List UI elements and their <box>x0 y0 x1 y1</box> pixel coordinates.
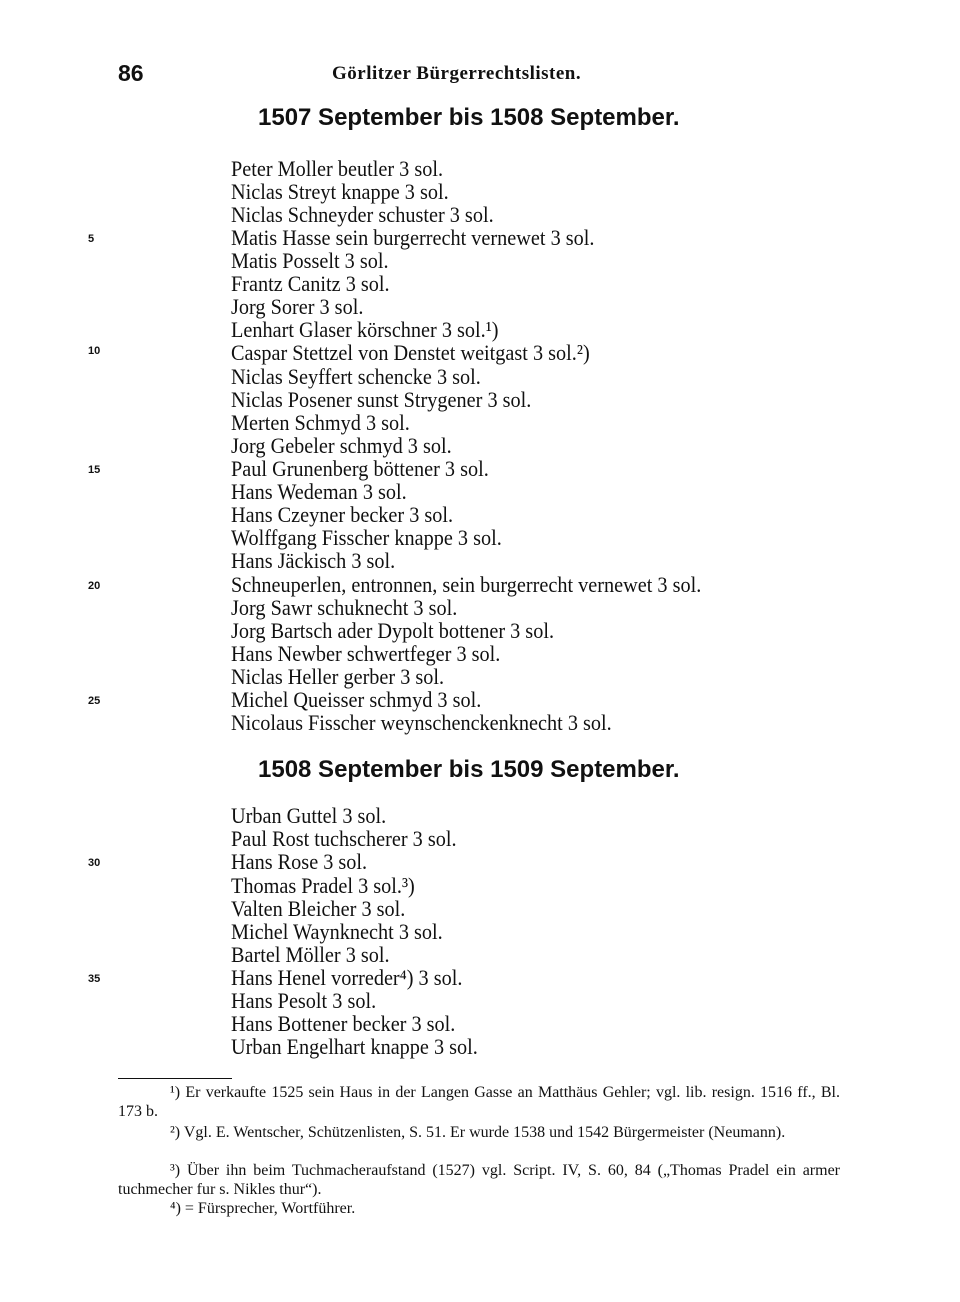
page-number: 86 <box>118 60 144 86</box>
list-item: Bartel Möller 3 sol. <box>231 942 390 967</box>
footnote-4 <box>118 1200 840 1219</box>
list-item: Hans Rose 3 sol. <box>231 849 368 874</box>
footnote-1 <box>118 1084 840 1121</box>
list-item: Matis Hasse sein burgerrecht vernewet 3 sol. <box>231 225 595 250</box>
footnote-text: Vgl. E. Wentscher, Schützenlisten, S. 51. Er wurde 1538 und 1542 Bürgermeister (Neumann). <box>183 1124 786 1141</box>
line-number: 30 <box>88 857 101 869</box>
list-item: Jorg Sorer 3 sol. <box>231 294 364 319</box>
footnote-text: Er verkaufte 1525 sein Haus in der Langen Gasse an Matthäus Gehler; vgl. lib. resign. 1516 ff., Bl. 173 b. <box>118 1084 840 1120</box>
footnote-mark: ⁴) <box>170 1200 181 1217</box>
list-item: Niclas Heller gerber 3 sol. <box>231 664 445 689</box>
footnote-text: Über ihn beim Tuchmacheraufstand (1527) vgl. Script. IV, S. 60, 84 („Thomas Pradel ein armer tuchmecher fur s. Nikles thur“). <box>118 1162 841 1198</box>
list-item: Urban Guttel 3 sol. <box>231 803 387 828</box>
footnote-mark: ³) <box>170 1162 181 1179</box>
footnote-text: = Fürsprecher, Wortführer. <box>184 1200 356 1217</box>
line-number: 5 <box>88 233 95 245</box>
section-title: 1508 September bis 1509 September. <box>258 756 680 783</box>
list-item: Hans Jäckisch 3 sol. <box>231 548 396 573</box>
list-item: Jorg Bartsch ader Dypolt bottener 3 sol. <box>231 618 555 643</box>
list-item: Hans Bottener becker 3 sol. <box>231 1011 456 1036</box>
list-item: Paul Rost tuchscherer 3 sol. <box>231 826 457 851</box>
list-item: Jorg Gebeler schmyd 3 sol. <box>231 433 452 458</box>
line-number: 20 <box>88 580 101 592</box>
list-item: Matis Posselt 3 sol. <box>231 248 389 273</box>
footnote-mark: ¹) <box>170 1084 181 1101</box>
list-item: Michel Waynknecht 3 sol. <box>231 919 443 944</box>
footnote-2 <box>118 1124 840 1143</box>
list-item: Paul Grunenberg böttener 3 sol. <box>231 456 489 481</box>
list-item: Hans Pesolt 3 sol. <box>231 988 377 1013</box>
list-item: Niclas Streyt knappe 3 sol. <box>231 179 449 204</box>
list-item: Wolffgang Fisscher knappe 3 sol. <box>231 525 502 550</box>
list-item: Hans Czeyner becker 3 sol. <box>231 502 454 527</box>
list-item: Hans Newber schwertfeger 3 sol. <box>231 641 501 666</box>
footnote-divider <box>118 1078 232 1079</box>
list-item: Valten Bleicher 3 sol. <box>231 896 406 921</box>
list-item: Nicolaus Fisscher weynschenckenknecht 3 sol. <box>231 710 612 735</box>
list-item: Frantz Canitz 3 sol. <box>231 271 390 296</box>
footnote-mark: ²) <box>170 1124 181 1141</box>
footnote-3 <box>118 1162 840 1199</box>
section-title: 1507 September bis 1508 September. <box>258 104 680 131</box>
line-number: 25 <box>88 695 101 707</box>
list-item: Niclas Schneyder schuster 3 sol. <box>231 202 494 227</box>
list-item: Schneuperlen, entronnen, sein burgerrecht vernewet 3 sol. <box>231 572 702 597</box>
line-number: 15 <box>88 464 101 476</box>
line-number: 10 <box>88 345 101 357</box>
line-number: 35 <box>88 973 101 985</box>
list-item: Caspar Stettzel von Denstet weitgast 3 sol.²) <box>231 340 590 365</box>
list-item: Merten Schmyd 3 sol. <box>231 410 410 435</box>
list-item: Hans Henel vorreder⁴) 3 sol. <box>231 965 463 990</box>
list-item: Lenhart Glaser körschner 3 sol.¹) <box>231 317 499 342</box>
list-item: Peter Moller beutler 3 sol. <box>231 156 444 181</box>
list-item: Hans Wedeman 3 sol. <box>231 479 407 504</box>
list-item: Michel Queisser schmyd 3 sol. <box>231 687 482 712</box>
list-item: Niclas Posener sunst Strygener 3 sol. <box>231 387 532 412</box>
list-item: Urban Engelhart knappe 3 sol. <box>231 1034 478 1059</box>
list-item: Jorg Sawr schuknecht 3 sol. <box>231 595 458 620</box>
running-head: Görlitzer Bürgerrechtslisten. <box>332 63 582 84</box>
list-item: Niclas Seyffert schencke 3 sol. <box>231 364 481 389</box>
list-item: Thomas Pradel 3 sol.³) <box>231 873 415 898</box>
